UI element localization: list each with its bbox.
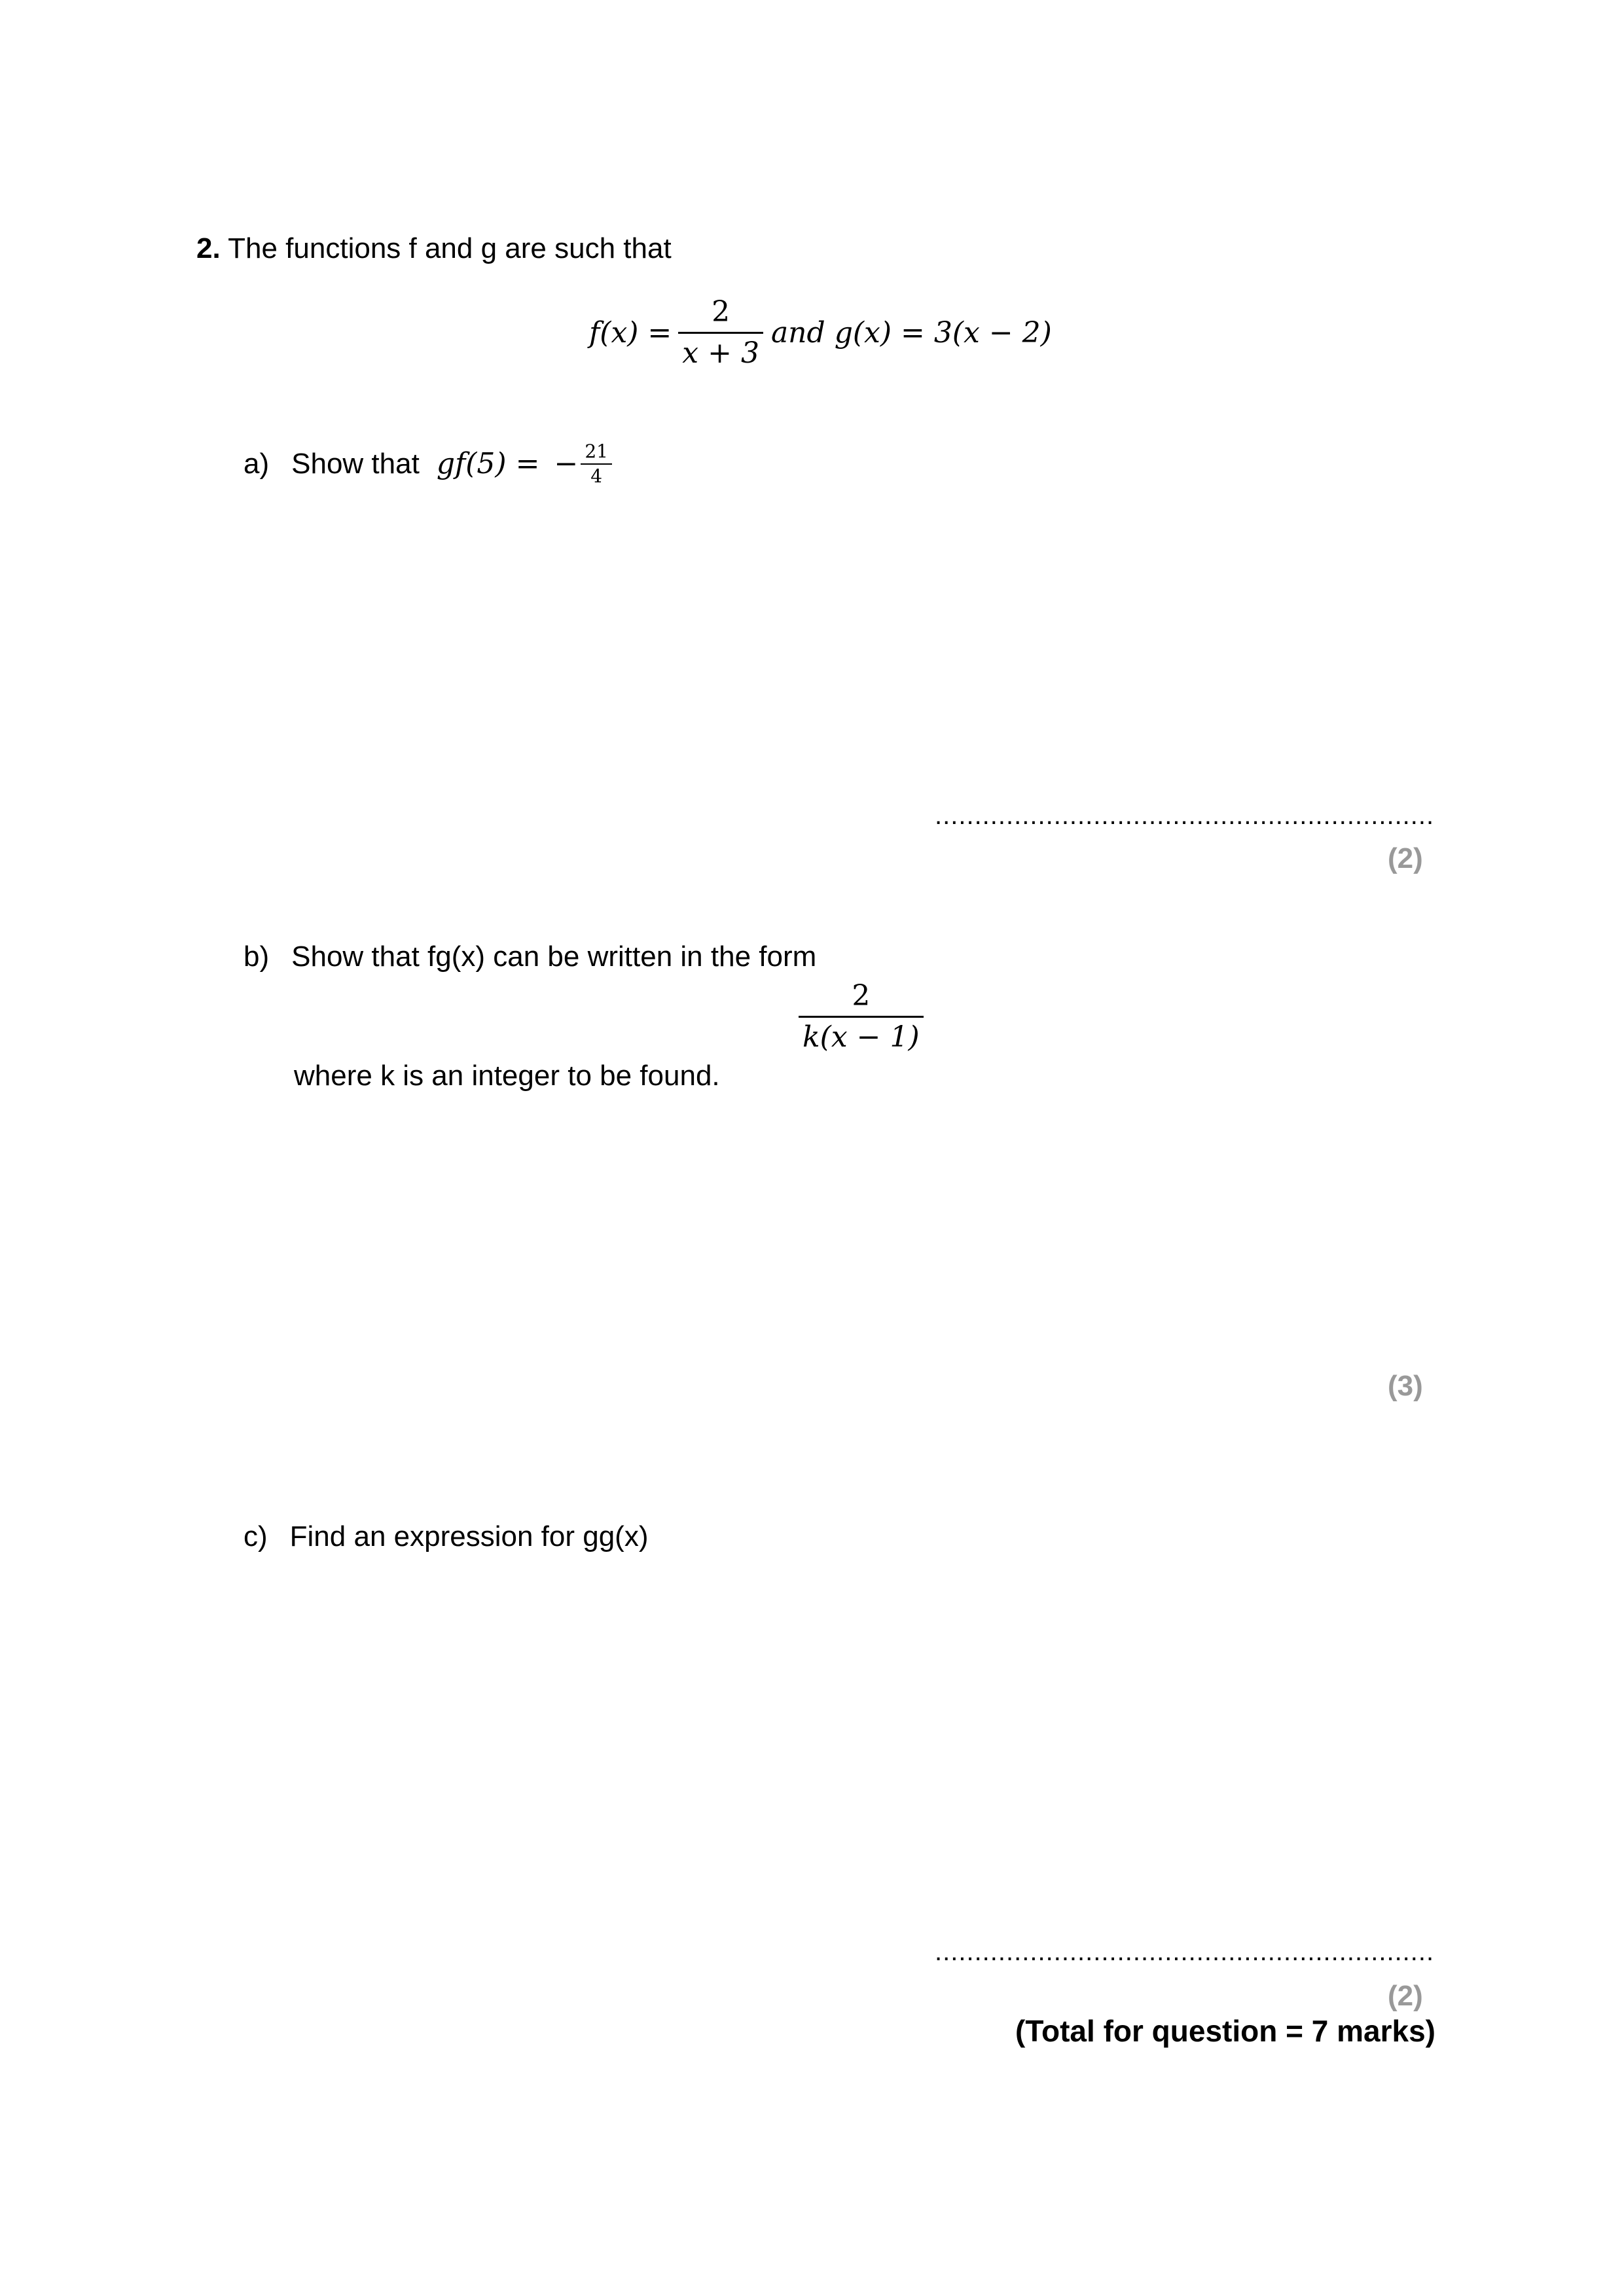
part-a-result-numerator: 21 (585, 440, 608, 462)
part-c-label: c) (244, 1520, 268, 1552)
part-a-result-sign: − (554, 447, 579, 480)
part-a-label: a) (244, 448, 270, 480)
part-c-prompt (244, 1522, 648, 1551)
part-c-marks: (2) (1388, 1980, 1423, 2012)
fraction-bar (678, 332, 763, 334)
part-a-prompt (244, 442, 612, 486)
question-header (196, 234, 672, 263)
question-intro: The functions f and g are such that (228, 232, 672, 264)
part-a-result-fraction (581, 442, 612, 486)
f-denominator: x + 3 (682, 336, 759, 370)
part-b-text: Show that fg(x) can be written in the form (291, 941, 817, 973)
f-definition-lhs: f(x) = (589, 315, 672, 350)
part-a-answer-line[interactable]: ............................................................... (935, 801, 1435, 830)
part-c-text: Find an expression for gg(x) (289, 1520, 649, 1552)
part-c-answer-line[interactable]: ............................................................... (935, 1937, 1435, 1966)
fraction-bar (799, 1016, 924, 1018)
function-definitions (589, 295, 1052, 370)
part-b-marks: (3) (1388, 1370, 1423, 1402)
connector-word: and (770, 315, 825, 350)
part-a-result-denominator: 4 (590, 465, 603, 487)
part-b-form (799, 979, 924, 1054)
part-b-form-denominator: k(x − 1) (803, 1020, 920, 1054)
f-numerator: 2 (712, 295, 731, 329)
g-definition: g(x) = 3(x − 2) (834, 315, 1052, 350)
fraction-bar (581, 463, 612, 465)
part-a-expression: gf(5) = (436, 447, 540, 480)
part-b-note: where k is an integer to be found. (294, 1060, 720, 1092)
part-a-text: Show that (291, 448, 420, 480)
part-b-label: b) (244, 941, 270, 973)
part-a-marks: (2) (1388, 842, 1423, 874)
part-b-form-numerator: 2 (852, 979, 871, 1013)
part-b-prompt (244, 942, 816, 971)
question-number: 2. (196, 232, 221, 264)
total-marks: (Total for question = 7 marks) (1015, 2014, 1435, 2048)
part-b-form-fraction (799, 979, 924, 1054)
f-fraction (678, 295, 763, 370)
